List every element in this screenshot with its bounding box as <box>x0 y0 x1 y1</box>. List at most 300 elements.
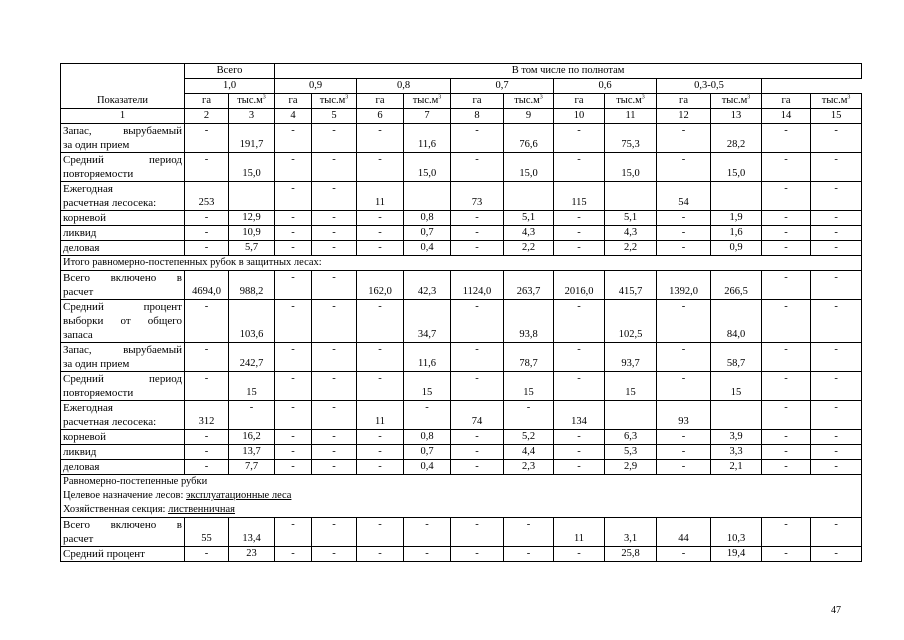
table-cell: 5,1 <box>504 211 554 226</box>
table-cell: - <box>451 211 504 226</box>
table-cell: - <box>451 300 504 343</box>
table-cell: 3,3 <box>711 445 762 460</box>
table-cell: - <box>312 271 357 300</box>
table-cell: - <box>811 211 862 226</box>
table-cell: 78,7 <box>504 343 554 372</box>
table-cell: - <box>451 518 504 547</box>
row-label-line: деловая <box>63 461 100 473</box>
table-cell: 7,7 <box>229 460 275 475</box>
table-cell: 10,3 <box>711 518 762 547</box>
table-cell: - <box>451 153 504 182</box>
table-cell: - <box>762 430 811 445</box>
table-cell: - <box>554 430 605 445</box>
table-row <box>61 271 862 300</box>
table-cell: 5,3 <box>605 445 657 460</box>
table-cell: - <box>504 547 554 562</box>
table-cell: - <box>762 211 811 226</box>
header-column-number: 13 <box>711 109 762 124</box>
table-cell: 6,3 <box>605 430 657 445</box>
table-cell: - <box>554 547 605 562</box>
table-cell: - <box>762 547 811 562</box>
row-label-line: Средний процент <box>63 548 145 560</box>
table-cell: - <box>554 300 605 343</box>
table-cell: - <box>811 182 862 211</box>
table-cell: - <box>357 300 404 343</box>
table-cell: - <box>762 300 811 343</box>
table-cell: - <box>554 372 605 401</box>
table-row <box>61 343 862 372</box>
table-cell <box>711 401 762 430</box>
table-row <box>61 153 862 182</box>
table-cell: 162,0 <box>357 271 404 300</box>
table-cell: 2016,0 <box>554 271 605 300</box>
table-row <box>61 372 862 401</box>
table-cell: 15,0 <box>404 153 451 182</box>
table-cell: 2,2 <box>605 241 657 256</box>
table-cell: 15 <box>711 372 762 401</box>
table-cell: - <box>275 343 312 372</box>
table-cell: 2,3 <box>504 460 554 475</box>
table-cell: 84,0 <box>711 300 762 343</box>
table-cell: 11,6 <box>404 124 451 153</box>
table-cell: - <box>312 211 357 226</box>
table-cell: - <box>312 547 357 562</box>
table-cell: - <box>312 182 357 211</box>
section-heading <box>61 256 862 271</box>
table-cell: - <box>229 401 275 430</box>
header-unit-ha: га <box>451 94 504 109</box>
row-label-line: Ежегодная <box>63 402 113 414</box>
table-row <box>61 401 862 430</box>
header-unit-ha: га <box>762 94 811 109</box>
table-cell: - <box>185 124 229 153</box>
table-cell: 0,8 <box>404 211 451 226</box>
section-heading <box>61 475 862 518</box>
row-label-line: ликвид <box>63 227 97 239</box>
table-cell: - <box>811 153 862 182</box>
table-cell: - <box>657 153 711 182</box>
table-cell: - <box>185 300 229 343</box>
row-label-line: Запас, вырубаемый <box>63 344 182 356</box>
table-cell: - <box>275 271 312 300</box>
table-cell: 115 <box>554 182 605 211</box>
table-cell: - <box>404 518 451 547</box>
table-cell: - <box>554 445 605 460</box>
table-row <box>61 547 862 562</box>
header-unit-ha: га <box>275 94 312 109</box>
row-label-line: корневой <box>63 431 107 443</box>
table-cell: 2,9 <box>605 460 657 475</box>
table-cell: - <box>275 241 312 256</box>
table-cell: 4,4 <box>504 445 554 460</box>
table-cell: - <box>657 372 711 401</box>
table-cell: - <box>275 460 312 475</box>
table-cell: - <box>451 372 504 401</box>
table-cell: 5,2 <box>504 430 554 445</box>
table-cell <box>605 401 657 430</box>
row-label-line: расчет <box>63 533 94 545</box>
row-label <box>61 401 185 430</box>
row-label-line: за один прием <box>63 358 130 370</box>
row-label-line: деловая <box>63 242 100 254</box>
table-cell: 1,6 <box>711 226 762 241</box>
table-cell: 4,3 <box>605 226 657 241</box>
table-cell: 102,5 <box>605 300 657 343</box>
table-cell: - <box>404 547 451 562</box>
table-cell: - <box>657 460 711 475</box>
table-cell: 15,0 <box>605 153 657 182</box>
table-cell: 415,7 <box>605 271 657 300</box>
table-cell: - <box>451 460 504 475</box>
table-cell: 25,8 <box>605 547 657 562</box>
table-cell: - <box>312 372 357 401</box>
table-cell: 103,6 <box>229 300 275 343</box>
table-cell: - <box>357 226 404 241</box>
table-cell: 2,1 <box>711 460 762 475</box>
table-cell: - <box>811 271 862 300</box>
table-cell: - <box>811 430 862 445</box>
table-cell: - <box>554 460 605 475</box>
table-cell: 28,2 <box>711 124 762 153</box>
header-column-number: 2 <box>185 109 229 124</box>
row-label-line: Средний период <box>63 154 182 166</box>
header-column-number: 4 <box>275 109 312 124</box>
header-unit-ha: га <box>357 94 404 109</box>
row-label-line: Всего включено в <box>63 272 182 284</box>
row-label-line: Ежегодная <box>63 183 113 195</box>
table-cell: - <box>762 226 811 241</box>
table-cell: 55 <box>185 518 229 547</box>
table-cell: - <box>185 445 229 460</box>
table-cell: - <box>312 241 357 256</box>
header-column-number: 3 <box>229 109 275 124</box>
table-cell: - <box>762 182 811 211</box>
table-row <box>61 241 862 256</box>
table-cell: - <box>275 445 312 460</box>
row-label <box>61 182 185 211</box>
table-cell: - <box>657 211 711 226</box>
table-cell: - <box>811 460 862 475</box>
table-cell: 988,2 <box>229 271 275 300</box>
table-cell: - <box>312 401 357 430</box>
table-cell: - <box>185 547 229 562</box>
table-cell: - <box>657 430 711 445</box>
table-cell: 10,9 <box>229 226 275 241</box>
table-cell: - <box>275 372 312 401</box>
row-label-line: повторяемости <box>63 387 134 399</box>
header-column-number: 10 <box>554 109 605 124</box>
table-cell <box>404 182 451 211</box>
table-cell: 23 <box>229 547 275 562</box>
table-cell: - <box>357 547 404 562</box>
table-cell: - <box>357 445 404 460</box>
header-unit-m3: $тыс.м^3$ <box>605 94 657 109</box>
table-cell: 0,7 <box>404 226 451 241</box>
section-heading-line: Равномерно-постепенные рубки <box>63 476 208 487</box>
table-cell: - <box>811 445 862 460</box>
table-cell: 75,3 <box>605 124 657 153</box>
header-column-number: 12 <box>657 109 711 124</box>
table-cell: - <box>275 430 312 445</box>
table-cell: - <box>357 343 404 372</box>
table-cell: - <box>185 226 229 241</box>
table-cell: 11 <box>554 518 605 547</box>
table-cell: - <box>275 124 312 153</box>
row-label-line: расчетная лесосека: <box>63 416 157 428</box>
table-cell: 191,7 <box>229 124 275 153</box>
table-cell: - <box>554 343 605 372</box>
table-cell: 11 <box>357 401 404 430</box>
table-cell: 93,7 <box>605 343 657 372</box>
table-cell: - <box>451 430 504 445</box>
table-cell: - <box>657 226 711 241</box>
table-row <box>61 226 862 241</box>
row-label <box>61 372 185 401</box>
page-number: 47 <box>831 605 841 616</box>
table-cell: - <box>312 518 357 547</box>
table-cell: 312 <box>185 401 229 430</box>
row-label <box>61 153 185 182</box>
table-cell: - <box>312 343 357 372</box>
table-cell: - <box>811 241 862 256</box>
table-cell: - <box>504 401 554 430</box>
table-cell: - <box>554 226 605 241</box>
row-label-line: расчет <box>63 286 94 298</box>
table-row <box>61 182 862 211</box>
header-density: 1,0 <box>185 79 275 94</box>
row-label <box>61 271 185 300</box>
header-column-number: 1 <box>61 109 185 124</box>
table-cell: 1392,0 <box>657 271 711 300</box>
row-label <box>61 430 185 445</box>
table-cell: 44 <box>657 518 711 547</box>
header-unit-ha: га <box>554 94 605 109</box>
forest-table <box>60 63 862 562</box>
header-unit-ha: га <box>657 94 711 109</box>
table-cell: 15 <box>605 372 657 401</box>
forest-purpose-value: эксплуатационные леса <box>186 490 292 501</box>
row-label <box>61 343 185 372</box>
table-cell: 0,4 <box>404 460 451 475</box>
table-cell: - <box>451 547 504 562</box>
table-cell: - <box>185 153 229 182</box>
table-cell: 2,2 <box>504 241 554 256</box>
table-cell: - <box>185 430 229 445</box>
table-cell: - <box>811 401 862 430</box>
table-cell: - <box>811 547 862 562</box>
table-row <box>61 518 862 547</box>
table-cell: - <box>357 460 404 475</box>
table-cell: - <box>451 445 504 460</box>
table-cell: 253 <box>185 182 229 211</box>
table-cell: - <box>312 124 357 153</box>
header-unit-m3: $тыс.м^3$ <box>312 94 357 109</box>
table-cell: - <box>554 124 605 153</box>
table-cell: 34,7 <box>404 300 451 343</box>
header-column-number: 5 <box>312 109 357 124</box>
table-cell: 15,0 <box>711 153 762 182</box>
table-cell: 58,7 <box>711 343 762 372</box>
table-cell: - <box>657 124 711 153</box>
table-cell: 13,4 <box>229 518 275 547</box>
table-cell: 3,9 <box>711 430 762 445</box>
table-cell: - <box>657 343 711 372</box>
row-label <box>61 460 185 475</box>
table-cell <box>504 182 554 211</box>
table-cell: 19,4 <box>711 547 762 562</box>
table-cell: - <box>357 153 404 182</box>
table-cell: - <box>312 226 357 241</box>
table-cell: - <box>657 547 711 562</box>
header-density: 0,9 <box>275 79 357 94</box>
table-cell: - <box>312 300 357 343</box>
table-cell: 0,8 <box>404 430 451 445</box>
table-cell: 5,7 <box>229 241 275 256</box>
header-column-number: 8 <box>451 109 504 124</box>
table-cell: - <box>657 300 711 343</box>
table-cell: 12,9 <box>229 211 275 226</box>
row-label <box>61 226 185 241</box>
table-cell: 3,1 <box>605 518 657 547</box>
table-cell: - <box>275 211 312 226</box>
header-unit-m3: $тыс.м^3$ <box>504 94 554 109</box>
row-label-line: ликвид <box>63 446 97 458</box>
table-row <box>61 124 862 153</box>
table-cell <box>229 182 275 211</box>
header-column-number: 11 <box>605 109 657 124</box>
table-cell: - <box>312 153 357 182</box>
table-cell: 93 <box>657 401 711 430</box>
table-cell <box>605 182 657 211</box>
table-cell: - <box>185 211 229 226</box>
table-cell: 4,3 <box>504 226 554 241</box>
table-row <box>61 256 862 271</box>
header-unit-m3: $тыс.м^3$ <box>811 94 862 109</box>
table-cell: - <box>762 153 811 182</box>
table-cell: - <box>811 226 862 241</box>
row-label-line: за один прием <box>63 139 130 151</box>
table-cell: 0,4 <box>404 241 451 256</box>
table-cell: - <box>451 124 504 153</box>
row-label-line: запаса <box>63 329 93 341</box>
table-cell: - <box>275 182 312 211</box>
table-cell: 74 <box>451 401 504 430</box>
table-cell: - <box>275 518 312 547</box>
table-cell: - <box>357 241 404 256</box>
table-cell: - <box>554 153 605 182</box>
table-cell <box>711 182 762 211</box>
table-cell: - <box>275 300 312 343</box>
table-cell: 15 <box>504 372 554 401</box>
row-label-line: Средний процент <box>63 301 182 313</box>
table-cell: 0,7 <box>404 445 451 460</box>
table-row <box>61 430 862 445</box>
row-label-line: выборки от общего <box>63 315 182 327</box>
table-cell: 15,0 <box>229 153 275 182</box>
header-column-number: 15 <box>811 109 862 124</box>
header-unit-m3: $тыс.м^3$ <box>711 94 762 109</box>
table-cell: - <box>275 226 312 241</box>
header-unit-ha: га <box>185 94 229 109</box>
table-cell: - <box>404 401 451 430</box>
table-cell: - <box>554 241 605 256</box>
table-cell: - <box>451 226 504 241</box>
row-label-line: Запас, вырубаемый <box>63 125 182 137</box>
row-label-line: повторяемости <box>63 168 134 180</box>
table-cell: - <box>185 343 229 372</box>
table-cell: - <box>762 401 811 430</box>
table-cell: - <box>275 401 312 430</box>
table-cell: 76,6 <box>504 124 554 153</box>
row-label-line: корневой <box>63 212 107 224</box>
table-cell: - <box>451 241 504 256</box>
table-cell: - <box>554 211 605 226</box>
table-cell: - <box>275 547 312 562</box>
table-cell: - <box>357 430 404 445</box>
header-unit-m3: $тыс.м^3$ <box>404 94 451 109</box>
table-cell: - <box>451 343 504 372</box>
table-cell: - <box>312 430 357 445</box>
table-cell: - <box>762 343 811 372</box>
table-cell: 16,2 <box>229 430 275 445</box>
table-cell: 93,8 <box>504 300 554 343</box>
table-cell: 42,3 <box>404 271 451 300</box>
table-cell: - <box>811 518 862 547</box>
table-cell: - <box>811 372 862 401</box>
table-cell: - <box>657 241 711 256</box>
table-cell: - <box>762 241 811 256</box>
table-cell: - <box>657 445 711 460</box>
row-label <box>61 300 185 343</box>
table-cell: 15,0 <box>504 153 554 182</box>
section-heading-line: Итого равномерно-постепенных рубок в защитных лесах: <box>63 257 322 268</box>
table-row <box>61 445 862 460</box>
table-cell: - <box>185 460 229 475</box>
row-label-line: Всего включено в <box>63 519 182 531</box>
row-label <box>61 518 185 547</box>
header-density: 0,6 <box>554 79 657 94</box>
table-cell: - <box>811 300 862 343</box>
table-cell: 11,6 <box>404 343 451 372</box>
table-cell: 54 <box>657 182 711 211</box>
table-cell: - <box>762 124 811 153</box>
table-cell: 15 <box>404 372 451 401</box>
row-label <box>61 211 185 226</box>
table-cell: - <box>312 460 357 475</box>
header-density: 0,8 <box>357 79 451 94</box>
table-cell: 1,9 <box>711 211 762 226</box>
table-cell: - <box>185 372 229 401</box>
table-cell: 134 <box>554 401 605 430</box>
table-cell: 242,7 <box>229 343 275 372</box>
table-cell: - <box>762 372 811 401</box>
table-row <box>61 211 862 226</box>
table-cell: - <box>762 445 811 460</box>
table-cell: 73 <box>451 182 504 211</box>
table-cell: 1124,0 <box>451 271 504 300</box>
table-cell: 263,7 <box>504 271 554 300</box>
table-cell: - <box>762 460 811 475</box>
table-cell: 15 <box>229 372 275 401</box>
table-cell: 266,5 <box>711 271 762 300</box>
forest-purpose-line: Целевое назначение лесов: эксплуатационные леса <box>63 490 292 501</box>
table-cell: - <box>357 518 404 547</box>
table-cell: 0,9 <box>711 241 762 256</box>
table-cell: - <box>185 241 229 256</box>
header-by-density: В том числе по полнотам <box>275 64 862 79</box>
table-cell: 4694,0 <box>185 271 229 300</box>
row-label-line: Средний период <box>63 373 182 385</box>
